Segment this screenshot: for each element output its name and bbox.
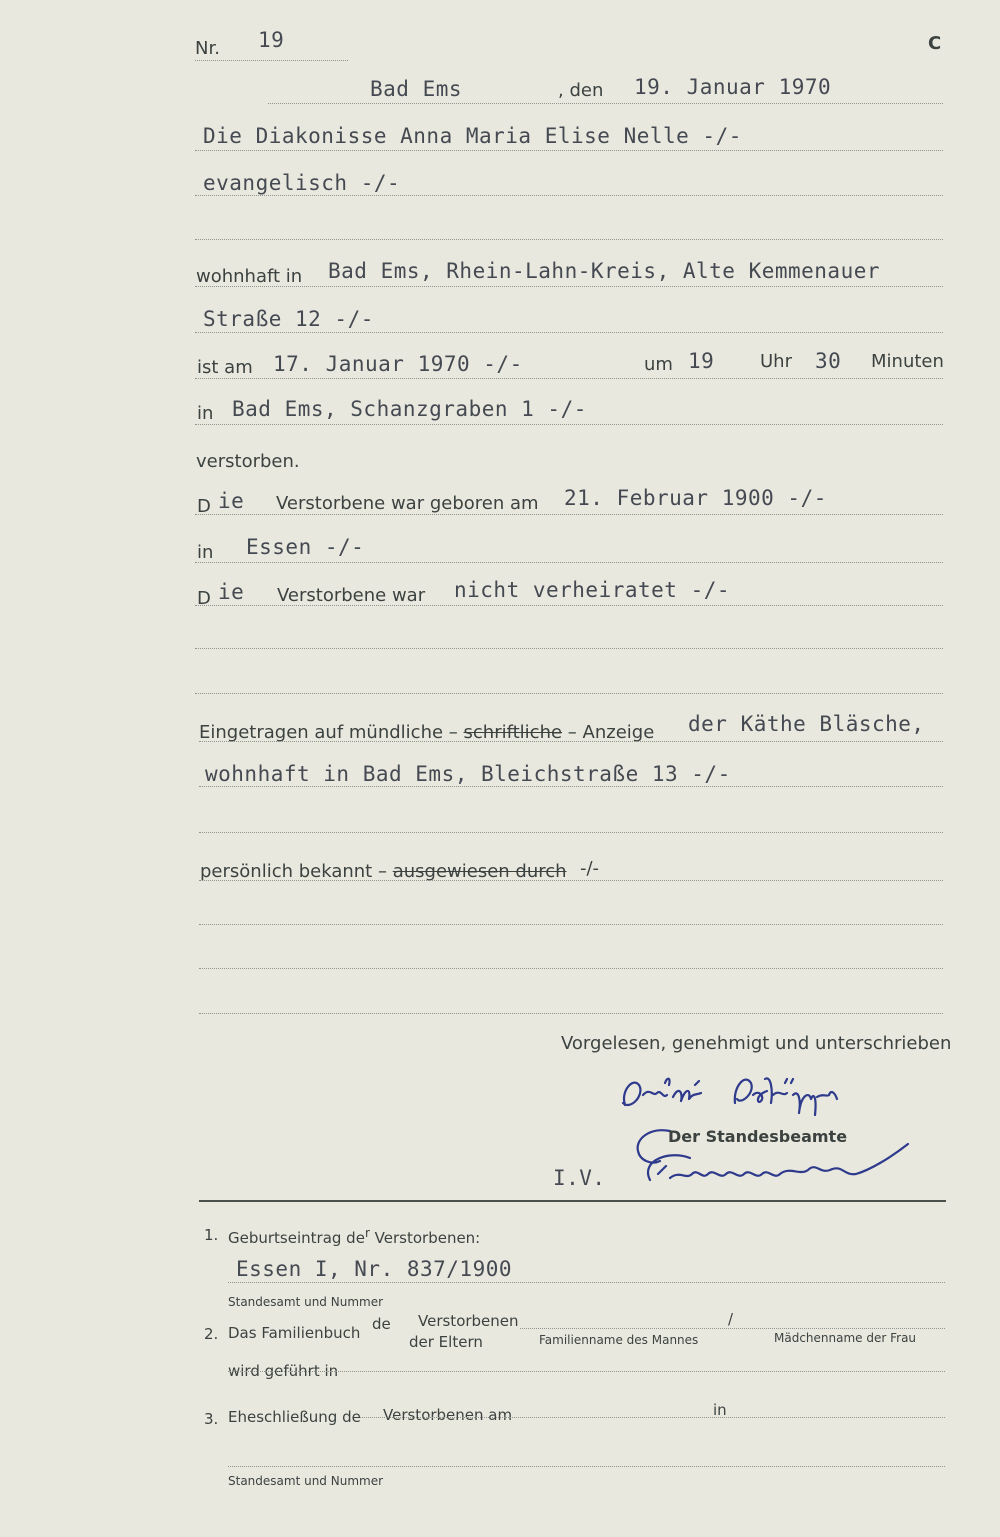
residence-line-2 bbox=[195, 332, 943, 333]
fn1-number: 1. bbox=[204, 1226, 219, 1244]
blank-line-2 bbox=[195, 648, 943, 649]
fn3-number: 3. bbox=[204, 1410, 219, 1428]
verstorben-label: verstorben. bbox=[196, 451, 300, 472]
minuten-label: Minuten bbox=[871, 351, 944, 372]
religion-line bbox=[195, 195, 943, 196]
deceased-name: Die Diakonisse Anna Maria Elise Nelle -/- bbox=[203, 124, 742, 148]
residence-line2: Straße 12 -/- bbox=[203, 307, 374, 331]
identity-value: -/- bbox=[580, 858, 600, 879]
residence-line1: Bad Ems, Rhein-Lahn-Kreis, Alte Kemmenauer bbox=[328, 259, 881, 283]
corner-letter: C bbox=[928, 33, 942, 54]
fn1-value: Essen I, Nr. 837/1900 bbox=[236, 1257, 513, 1281]
birth-label: Verstorbene war geboren am bbox=[276, 493, 539, 514]
footnote-separator bbox=[199, 1200, 946, 1202]
fn2-caption-woman: Mädchenname der Frau bbox=[774, 1331, 917, 1345]
witness-signature bbox=[615, 1065, 925, 1129]
identity-label-start: persönlich bekannt – bbox=[200, 861, 387, 882]
report-label-struck: schriftliche bbox=[463, 722, 563, 743]
marital-ie: ie bbox=[218, 580, 245, 604]
report-line-2 bbox=[199, 786, 943, 787]
fn2-line bbox=[520, 1328, 945, 1329]
blank-line-4 bbox=[199, 832, 943, 833]
report-label-end: – Anzeige bbox=[567, 722, 655, 743]
nr-label: Nr. bbox=[195, 38, 220, 59]
blank-line-7 bbox=[199, 1013, 943, 1014]
uhr-label: Uhr bbox=[760, 351, 792, 372]
report-label-start: Eingetragen auf mündliche – bbox=[199, 722, 458, 743]
den-label: , den bbox=[558, 80, 604, 101]
death-minutes: 30 bbox=[815, 349, 842, 373]
death-hour: 19 bbox=[688, 349, 715, 373]
iv-label: I.V. bbox=[553, 1166, 606, 1190]
report-label bbox=[199, 722, 654, 743]
place-date-line bbox=[268, 103, 943, 104]
official-label: Der Standesbeamte bbox=[668, 1127, 848, 1146]
blank-line bbox=[195, 239, 943, 240]
fn1-superscript: r bbox=[364, 1226, 370, 1240]
birth-place-line bbox=[195, 562, 943, 563]
nr-value: 19 bbox=[258, 28, 285, 52]
fn2-caption-man: Familienname des Mannes bbox=[539, 1333, 699, 1347]
religion-value: evangelisch -/- bbox=[203, 171, 401, 195]
official-signature bbox=[630, 1140, 920, 1204]
fn3-label-end: Verstorbenen am bbox=[383, 1406, 513, 1424]
identity-label-struck: ausgewiesen durch bbox=[392, 861, 567, 882]
report-line-1 bbox=[199, 741, 943, 742]
fn2-option-parents: der Eltern bbox=[409, 1333, 483, 1351]
fn2-label: Das Familienbuch bbox=[228, 1324, 361, 1342]
um-label: um bbox=[644, 354, 673, 375]
blank-line-3 bbox=[195, 693, 943, 694]
name-line bbox=[195, 150, 943, 151]
fn2-line2 bbox=[228, 1371, 945, 1372]
fn2-number: 2. bbox=[204, 1325, 219, 1343]
marital-d-prefix: D bbox=[197, 588, 211, 609]
fn2-option-deceased: Verstorbenen bbox=[418, 1312, 519, 1330]
fn1-label-end: Verstorbenen: bbox=[374, 1229, 481, 1247]
reporter-line1: der Käthe Bläsche, bbox=[688, 712, 925, 736]
residence-line-1 bbox=[195, 286, 943, 287]
fn3-line bbox=[360, 1417, 945, 1418]
fn2-de: de bbox=[372, 1315, 391, 1333]
fn3-line2 bbox=[228, 1466, 945, 1467]
fn3-label: Eheschließung de bbox=[228, 1408, 361, 1426]
fn2-line2-label: wird geführt in bbox=[228, 1362, 339, 1380]
fn1-label-start: Geburtseintrag de bbox=[228, 1229, 365, 1247]
marital-line bbox=[195, 605, 943, 606]
registration-date: 19. Januar 1970 bbox=[634, 75, 832, 99]
death-in-label: in bbox=[197, 403, 214, 424]
identity-line bbox=[199, 880, 943, 881]
birth-date: 21. Februar 1900 -/- bbox=[564, 486, 827, 510]
birth-date-line bbox=[195, 514, 943, 515]
birth-in-label: in bbox=[197, 542, 214, 563]
blank-line-5 bbox=[199, 924, 943, 925]
death-place-line bbox=[195, 424, 943, 425]
place-value: Bad Ems bbox=[370, 77, 463, 101]
ist-am-label: ist am bbox=[197, 357, 253, 378]
birth-place: Essen -/- bbox=[246, 535, 365, 559]
fn3-in-label: in bbox=[713, 1401, 727, 1419]
nr-line bbox=[195, 60, 348, 61]
blank-line-6 bbox=[199, 968, 943, 969]
marital-label: Verstorbene war bbox=[277, 585, 426, 606]
fn1-line bbox=[228, 1282, 945, 1283]
death-date: 17. Januar 1970 -/- bbox=[273, 352, 523, 376]
birth-ie: ie bbox=[218, 489, 245, 513]
fn3-caption: Standesamt und Nummer bbox=[228, 1474, 384, 1488]
marital-value: nicht verheiratet -/- bbox=[454, 578, 731, 602]
identity-label bbox=[200, 861, 567, 882]
reporter-line2: wohnhaft in Bad Ems, Bleichstraße 13 -/- bbox=[205, 762, 731, 786]
residence-label: wohnhaft in bbox=[196, 266, 303, 287]
fn1-caption: Standesamt und Nummer bbox=[228, 1295, 384, 1309]
fn2-slash: / bbox=[728, 1310, 734, 1328]
birth-d-prefix: D bbox=[197, 496, 211, 517]
fn1-label bbox=[228, 1226, 480, 1247]
closing-text: Vorgelesen, genehmigt und unterschrieben bbox=[561, 1033, 952, 1054]
death-time-line bbox=[195, 378, 943, 379]
death-place: Bad Ems, Schanzgraben 1 -/- bbox=[232, 397, 587, 421]
